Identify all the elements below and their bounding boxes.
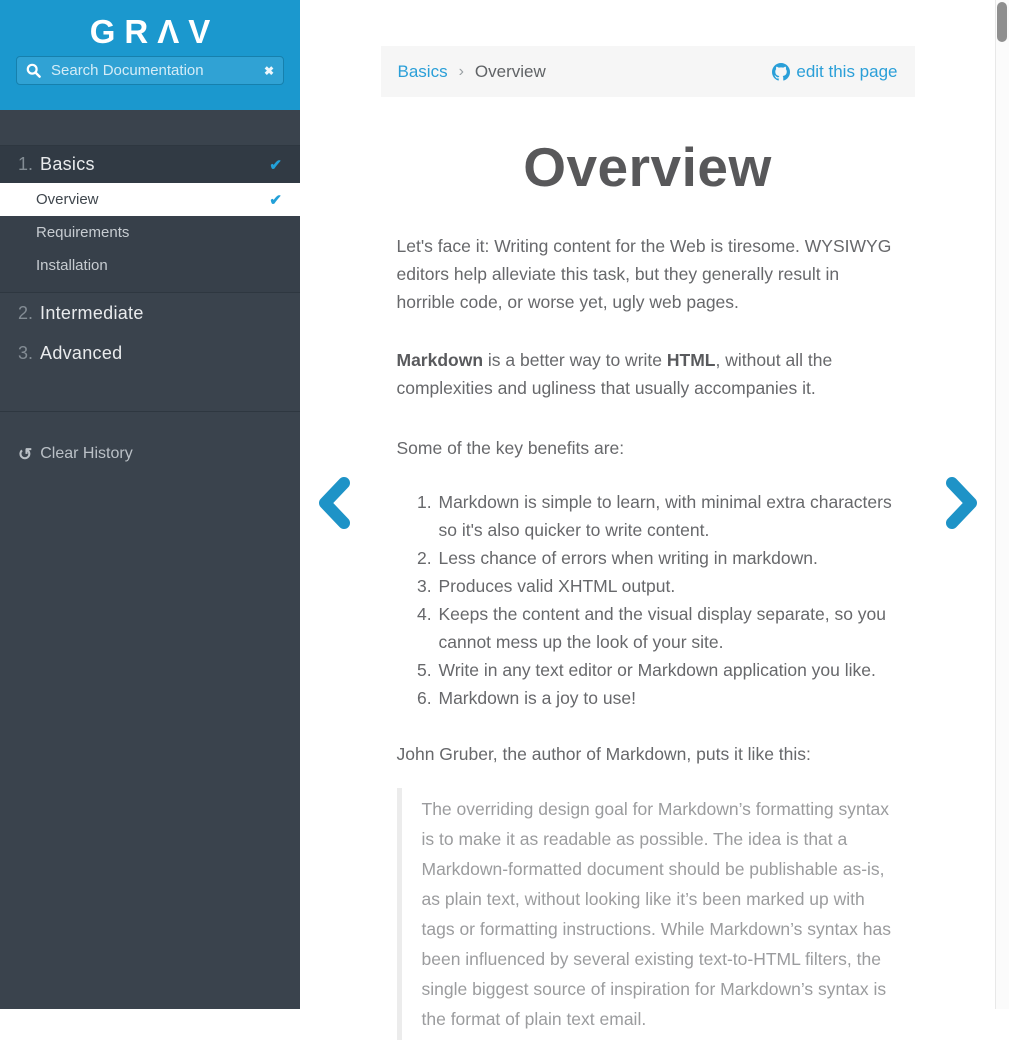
basics-children <box>0 183 300 282</box>
breadcrumb-current-page: Overview <box>474 61 546 81</box>
chapter-number: 3. <box>18 342 34 363</box>
next-page-arrow[interactable] <box>945 477 981 529</box>
sidebar-nav <box>0 145 300 373</box>
clear-history-button[interactable] <box>0 442 300 466</box>
history-icon: ↺ <box>18 444 33 464</box>
paragraph <box>397 346 899 402</box>
list-item: 3. Produces valid XHTML output. <box>437 572 899 600</box>
edit-link-label: edit this page <box>796 61 898 81</box>
sidebar-item-basics[interactable] <box>0 146 300 183</box>
sidebar-item-requirements[interactable] <box>0 216 300 249</box>
search-box[interactable] <box>16 56 284 85</box>
sidebar-header <box>0 0 300 110</box>
text: , without all the complexities and ugliness that usually accompanies it. <box>396 350 833 398</box>
breadcrumb-section-link[interactable]: Basics <box>397 61 448 81</box>
github-icon <box>772 63 790 81</box>
bold-text: Markdown <box>396 350 484 370</box>
clear-history-label: Clear History <box>40 445 133 462</box>
search-input[interactable] <box>49 61 264 80</box>
bold-text: HTML <box>666 350 716 370</box>
child-label: Requirements <box>36 224 130 241</box>
chapter-number: 2. <box>18 302 34 323</box>
spacer <box>0 282 300 292</box>
sidebar-bottom <box>0 412 300 466</box>
list-item: 6. Markdown is a joy to use! <box>437 684 899 712</box>
chapter-label: Intermediate <box>40 302 144 323</box>
search-icon <box>26 63 41 78</box>
child-label: Overview <box>36 191 99 208</box>
paragraph: Let's face it: Writing content for the Web is tiresome. WYSIWYG editors help alleviate this task, but they generally result in horrible code, or worse yet, ugly web pages. <box>396 236 892 312</box>
edit-this-page-link[interactable] <box>772 62 897 82</box>
sidebar-item-advanced[interactable] <box>0 333 300 373</box>
main-content <box>300 0 995 1029</box>
scrollbar-track[interactable] <box>995 0 1009 1009</box>
list-item: 5. Write in any text editor or Markdown application you like. <box>437 656 899 684</box>
sidebar-item-intermediate[interactable] <box>0 293 300 333</box>
sidebar-item-overview[interactable] <box>0 183 300 216</box>
scrollbar-thumb[interactable] <box>997 2 1007 42</box>
sidebar-item-installation[interactable] <box>0 249 300 282</box>
chapter-number: 1. <box>18 154 34 174</box>
sidebar <box>0 0 300 1009</box>
clear-search-icon[interactable]: ✖ <box>263 63 274 78</box>
child-label: Installation <box>36 257 108 274</box>
check-icon: ✔ <box>269 191 282 209</box>
paragraph: Some of the key benefits are: <box>396 438 625 458</box>
check-icon: ✔ <box>269 156 282 174</box>
list-item: 2. Less chance of errors when writing in markdown. <box>437 544 899 572</box>
article-body <box>381 232 915 1040</box>
grav-logo[interactable]: GRΛV <box>89 13 220 50</box>
paragraph: John Gruber, the author of Markdown, puts it like this: <box>396 744 811 764</box>
benefits-list <box>397 488 899 712</box>
previous-page-arrow[interactable] <box>315 477 351 529</box>
page-title: Overview <box>523 136 772 198</box>
list-item: 4. Keeps the content and the visual display separate, so you cannot mess up the look of your site. <box>437 600 899 656</box>
blockquote: The overriding design goal for Markdown’s formatting syntax is to make it as readable as possible. The idea is that a Markdown-formatted document should be publishable as-is, as plain text, without looking like it’s been marked up with tags or formatting instructions. While Markdown’s syntax has been influenced by several existing text-to-HTML filters, the single biggest source of inspiration for Markdown’s syntax is the format of plain text email. <box>397 788 899 1040</box>
chevron-right-icon: › <box>458 62 464 80</box>
text: is a better way to write <box>483 350 667 370</box>
spacer <box>0 373 300 411</box>
chapter-label: Basics <box>40 154 95 174</box>
chapter-label: Advanced <box>40 342 123 363</box>
list-item: 1. Markdown is simple to learn, with minimal extra characters so it's also quicker to write content. <box>437 488 899 544</box>
breadcrumb <box>381 46 915 97</box>
